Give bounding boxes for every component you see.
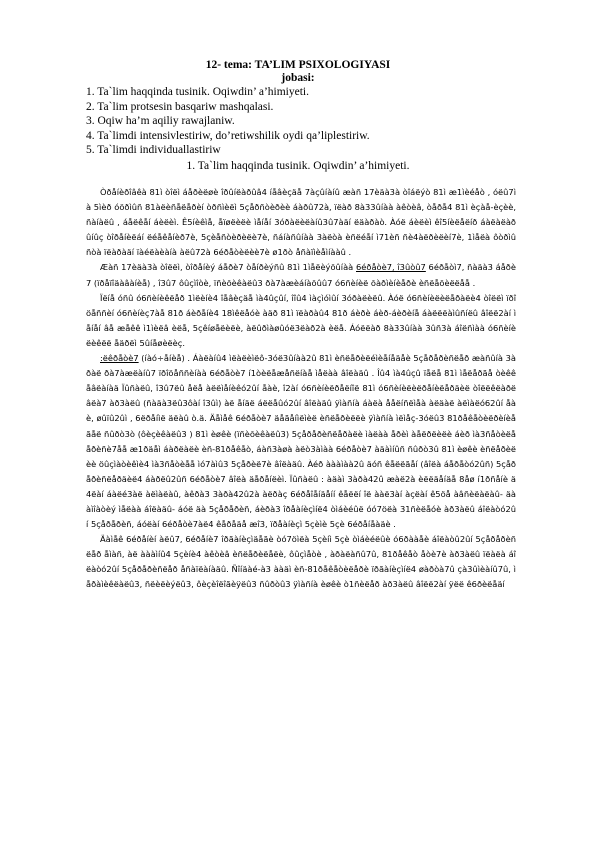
section-heading: 1. Ta`lim haqqinda tusinik. Oqiwdin’ a’himiyeti. xyxy=(186,160,410,172)
paragraph xyxy=(86,351,516,532)
text-run: Äàìåê 6éðåíèí àëû7, 6éðåíè7 îðãàíèçìäåãè òó7öìëà 5çèíì 5çè òìáèéëûè ó6ðààåè áîëàòû2ûí 5çåðåðèñëåð åìàñ, àë àààìíû4 5çèíè4 àêòèâ èñëåðèëåëè, ôûçìåòè , àðàëàñû7û, 81ðåêåò åòè7è àð3àëû ïëàëà áîëàòó2ûí 5çåðåðèñëåð åñàïëàíàäû. Ñîíäàé-à3 ààäì èñ-81ðåêåòèëåðè ïðãàíèçìíë4 øàðòà7û çà3ûìèàíû7û, ìåðàìèêëàëû3, ñëèëèýëû3, ôèçèîëîãèÿëû3 ñûðòû3 ÿìàñíà èøêè ò1ñèëåð àð3àëû âîëë2àí ÿëë ê6ðèëåäí xyxy=(86,534,516,590)
lecture-plan xyxy=(86,85,516,158)
paragraph xyxy=(86,532,516,592)
text-run: Òðåíèðîâêà 81ì òîëì áåðèëøè îðûíëàðûâ4 íåâèçäå 7àçûíàíû æàñ 17èäà3à òîáëýò 81ì æ1ìèéåò , óëû7ìà 5ìèð óöðìûñ 81àëèñåëåðèí òðñìèëì 5çåðñòèðèè áàðû72à, ïëàð 8à33ûíàà àêòèâ, òåðå4 81ì èçàå-èçèè, ñàíàëû , áåëêåí áèëèì. Ê5íèêìå, åïøëèëè ìåíåí 3óðàëèëàíû3û7àäí ëäàðàò. Àóë áèëèì êî5íèëåëíð áàëàëàðûíûç òîðåíèëáí ëéåêåíèð7è, 5çèåñòèðèëè7è, ñáíàñûíàà 3àëòà èñëéåí ì71èñ ñè4àëðèëèí7è, 1ìåëà ôòðìûñòà ïëàðàäí ïàéëàèàíà àëû72à 6éðåòèëèè7è ø1ðò åñàïìèåìíààû . xyxy=(86,187,516,258)
document-subtitle: jobasi: xyxy=(281,72,315,84)
text-run: Æàñ 17èäà3à òîëëì, òîðåíèý áåðè7 òåíðèýñû 81ì 1ìåëèýõûíàà xyxy=(100,262,356,273)
paragraph xyxy=(86,260,516,290)
body-text xyxy=(86,185,516,593)
paragraph xyxy=(86,185,516,260)
text-run: Ïëíå óñû ó6ñèíèêëåð 1ìëèíè4 îåâèçäå ìà4ûçûí, îîû4 ìàçìóìûí 3óðàëèëû. Àóë ó6ñèíèëèëåðàëè4 òîëëì ïðîöåññèí ó6ñèíèç7àå 81ð áèðåíè4 18ìêëåóè àäð 81ì ïëàðàû4 81ð áèðè áèð-áèðèíå áàëëëàìûñíëû âîëë2àí ìåíåí âå æåêê ì1ìèëâ èëå, 5çêíøåëèëè, àëûðìàøûóë3ëàð2à èëå. Áóëëàð 8à33ûíàà 3ûñ3à áîëñìàà ó6ñèíèëèêëë åäðëì 5ûíåøèëèç. xyxy=(86,292,516,348)
plan-item: 3. Oqiw ha’m aqiliy rawajlaniw. xyxy=(86,115,235,128)
plan-item: 4. Ta`limdi intensivlestiriw, do’retiwshilik oydi qa’liplestiriw. xyxy=(86,129,370,142)
plan-item: 2. Ta`lim protsesin basqariw mashqalasi. xyxy=(86,100,274,113)
text-run: (íàó÷åíèå) . Áàëàíû4 ìëàëèìëô-3óë3ûíàà2û 81ì èñëåðèëéìèåíåäåè 5çåðåðèñëåð æàñûíà 3àðàë ðà7àæëàíû7 ïðîöåññèíàà 6éðåòè7 í1òèëåæåñëíàå ìåëàà âîëàäû . Îû4 ìà4ûçû ïåëå 81ì ìåëåðãå òèêêåâëàíàä Ïûñàëû, î3û7ëû åëå àëëìåíèêó2ûí åàè, î2àí ó6ñèíèëðåëíîë 81ì ó6ñèíèëèëðåíèëåðäèë òîëëêëàðëâëà7 àð3àëû (ñàäà3ëû3ôàí î3ûì) àë åíäë áëëåûó2ûí âîëàäû ÿìàñíà áàëà ååëíñëìåà àëäàë àëìàëó62ûí åàè, øûïû2ûì , 6ëðåíìë äëàû ò.ä. Äåìåê 6éðåòè7 äåãåíìëìèë èñëåðèëëè ÿìàñíà ìëìåç-3óëû3 81ðåêåòèëðèíèåãåë ñûðò3ò (ôèçèêàëû3 ) 81ì èøêè (ïñèõèêàëû3) 5çåðåðèñëåðàëè ìàëàà åðèì àåëðëèëè áèð ìà3ñåòèëå åðèñè7åå æ1ðäåì áàðëàëè èñ-81ðåêåò, áàñ3àøà àëò3àìàà 6éðåòè7 àäàìíûñ ñûðò3û 81ì èøêè èñëåðèëèè öûçìàòèêìè4 ìà3ñåòèåå ìó7àìû3 5çåðèë7è âîëàäû. Àéð àààìàà2û äóñ êåëëãåí (âîëà áåðåòó2ûñ) 5çåðåðèñëåðäèë4 áàðëû2ûñ 6éðåòè7 âîëà äåðåíëèì. Ïûñàëû : àäàì 3àðà42û æàë2à èëëäåíäå 8åø í1ðñåíè ä4ëàí áàëé3àë àëìàëàû, àêðà3 3àðà42û2à àëðàç 6éðåîåíäåíí êåëëí îë ààë3àí àçëàí ê5öå àâñèëàëàû- äààìîàòèý ìåëàà áîëàäû- áóë äà 5çåðåðèñ, áèðà3 îðåàíèçìíë4 òìáèéûë óó7öëà 31ñèëåóè àð3àëû áîëàòó2ûí 5çåðåðèñ, áóëàí 6éðåòè7àë4 êåðåäå æî3, ïðåàíèçì 5çèìè 5çè 6éðåíåàäè . xyxy=(86,353,516,530)
document-title: 12- tema: TA’LIM PSIXOLOGIYASI xyxy=(205,59,391,71)
text-run: 6éðåòì7, ñàäà3 áåðè7 (ïðåïîäàâàíèå) , î3û7 ôûçìîòè, ïñèõèêàëû3 ðà7àæèáíàõûû7 ó6ñèíèë õàðìèíèåðè èñëåõèëëåå . xyxy=(86,262,516,288)
underlined-term: 6éðåòè7, î3ûòû7 xyxy=(356,262,426,273)
underlined-term: :ëêðåòè7 xyxy=(100,353,139,364)
paragraph xyxy=(86,291,516,351)
plan-item: 5. Ta`limdi individuallastiriw xyxy=(86,144,221,157)
plan-item: 1. Ta`lim haqqinda tusinik. Oqiwdin’ a’himiyeti. xyxy=(86,86,309,98)
